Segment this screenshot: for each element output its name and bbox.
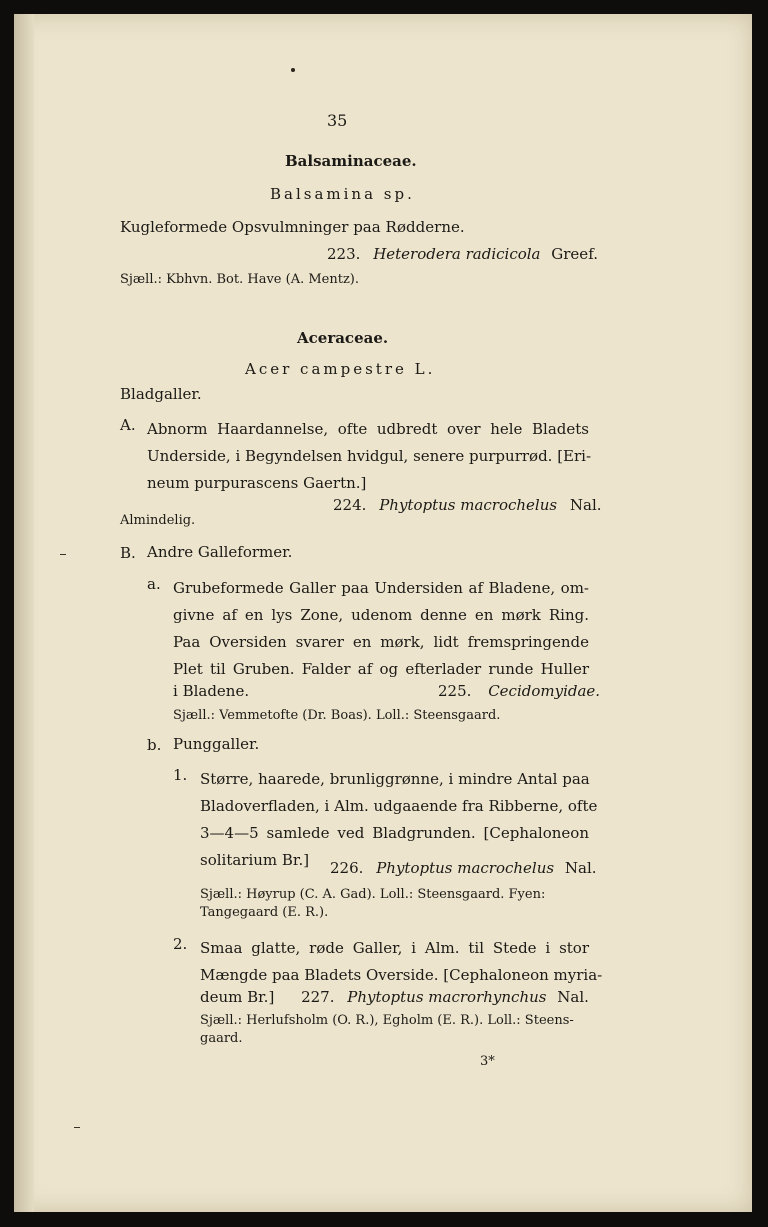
locality-225: Sjæll.: Vemmetofte (Dr. Boas). Loll.: Steensgaard. [173, 708, 501, 723]
entry-species: Cecidomyidae. [488, 682, 601, 700]
printer-mark [60, 554, 66, 555]
entry-224 [333, 497, 602, 514]
entry-species: Phytoptus macrorhynchus [347, 988, 547, 1006]
entry-number: 227. [301, 988, 335, 1006]
item-2-label: 2. [173, 935, 188, 953]
locality-227-line-2: gaard. [200, 1031, 243, 1046]
printer-mark [74, 1127, 80, 1128]
entry-author: Nal. [569, 496, 602, 514]
description-balsamina: Kugleformede Opsvulmninger paa Rødderne. [120, 218, 465, 236]
text-line: Plet til Gruben. Falder af og efterlader runde Huller [173, 660, 589, 678]
text-line: Paa Oversiden svarer en mørk, lidt fremspringende [173, 633, 589, 651]
locality-227-line-1: Sjæll.: Herlufsholm (O. R.), Egholm (E. R.). Loll.: Steens- [200, 1013, 574, 1028]
entry-species: Heterodera radicicola [373, 245, 541, 263]
entry-226 [330, 860, 597, 877]
text-line: Abnorm Haardannelse, ofte udbredt over hele Bladets [147, 420, 589, 438]
text-line: Bladoverfladen, i Alm. udgaaende fra Ribberne, ofte [200, 797, 598, 815]
locality-226-line-2: Tangegaard (E. R.). [200, 905, 329, 920]
entry-species: Phytoptus macrochelus [376, 859, 555, 877]
entry-number: 225. [438, 682, 472, 700]
species-acer-campestre: Acer campestre L. [245, 360, 436, 378]
section-b-title: Andre Galleformer. [147, 543, 293, 561]
locality-224: Almindelig. [120, 513, 196, 528]
sub-a-text [173, 575, 589, 683]
text-line: Mængde paa Bladets Overside. [Cephaloneon myria- [200, 966, 603, 984]
text-line: Smaa glatte, røde Galler, i Alm. til Stede i stor [200, 939, 589, 957]
entry-number: 223. [327, 245, 361, 263]
entry-author: Greef. [551, 245, 598, 263]
species-balsamina: Balsamina sp. [270, 185, 415, 203]
text-line: 3—4—5 samlede ved Bladgrunden. [Cephaloneon [200, 824, 589, 842]
locality-226-line-1: Sjæll.: Høyrup (C. A. Gad). Loll.: Steensgaard. Fyen: [200, 887, 546, 902]
text-line: neum purpurascens Gaertn.] [147, 474, 367, 492]
entry-species: Phytoptus macrochelus [379, 496, 558, 514]
text-line: Grubeformede Galler paa Undersiden af Bladene, om- [173, 579, 589, 597]
printer-mark [291, 68, 295, 72]
page-number: 35 [327, 111, 348, 130]
item-1-label: 1. [173, 766, 188, 784]
entry-number: 224. [333, 496, 367, 514]
sub-b-label: b. [147, 736, 162, 754]
sub-b-title: Punggaller. [173, 735, 260, 753]
entry-author: Nal. [564, 859, 597, 877]
section-b-label: B. [120, 544, 136, 562]
locality-223: Sjæll.: Kbhvn. Bot. Have (A. Mentz). [120, 272, 360, 287]
text-line: Underside, i Begyndelsen hvidgul, senere purpurrød. [Eri- [147, 447, 592, 465]
section-a-text [147, 416, 592, 497]
family-heading-balsaminaceae: Balsaminaceae. [285, 152, 417, 170]
text-line: solitarium Br.] [200, 851, 310, 869]
entry-223 [327, 246, 598, 263]
entry-225 [438, 683, 600, 700]
section-a-label: A. [120, 416, 136, 434]
text-line: deum Br.] [200, 988, 275, 1006]
item-2-text [200, 935, 603, 989]
page-gutter [14, 14, 34, 1212]
galls-heading: Bladgaller. [120, 385, 202, 403]
sub-a-label: a. [147, 575, 161, 593]
signature-mark: 3* [480, 1054, 495, 1069]
item-2-last-line [200, 989, 589, 1006]
item-1-text [200, 766, 598, 874]
text-line: Større, haarede, brunliggrønne, i mindre Antal paa [200, 770, 590, 788]
text-line: givne af en lys Zone, udenom denne en mørk Ring. [173, 606, 589, 624]
family-heading-aceraceae: Aceraceae. [297, 329, 389, 347]
sub-a-last-line: i Bladene. [173, 682, 250, 700]
entry-author: Nal. [557, 988, 589, 1006]
entry-number: 226. [330, 859, 364, 877]
